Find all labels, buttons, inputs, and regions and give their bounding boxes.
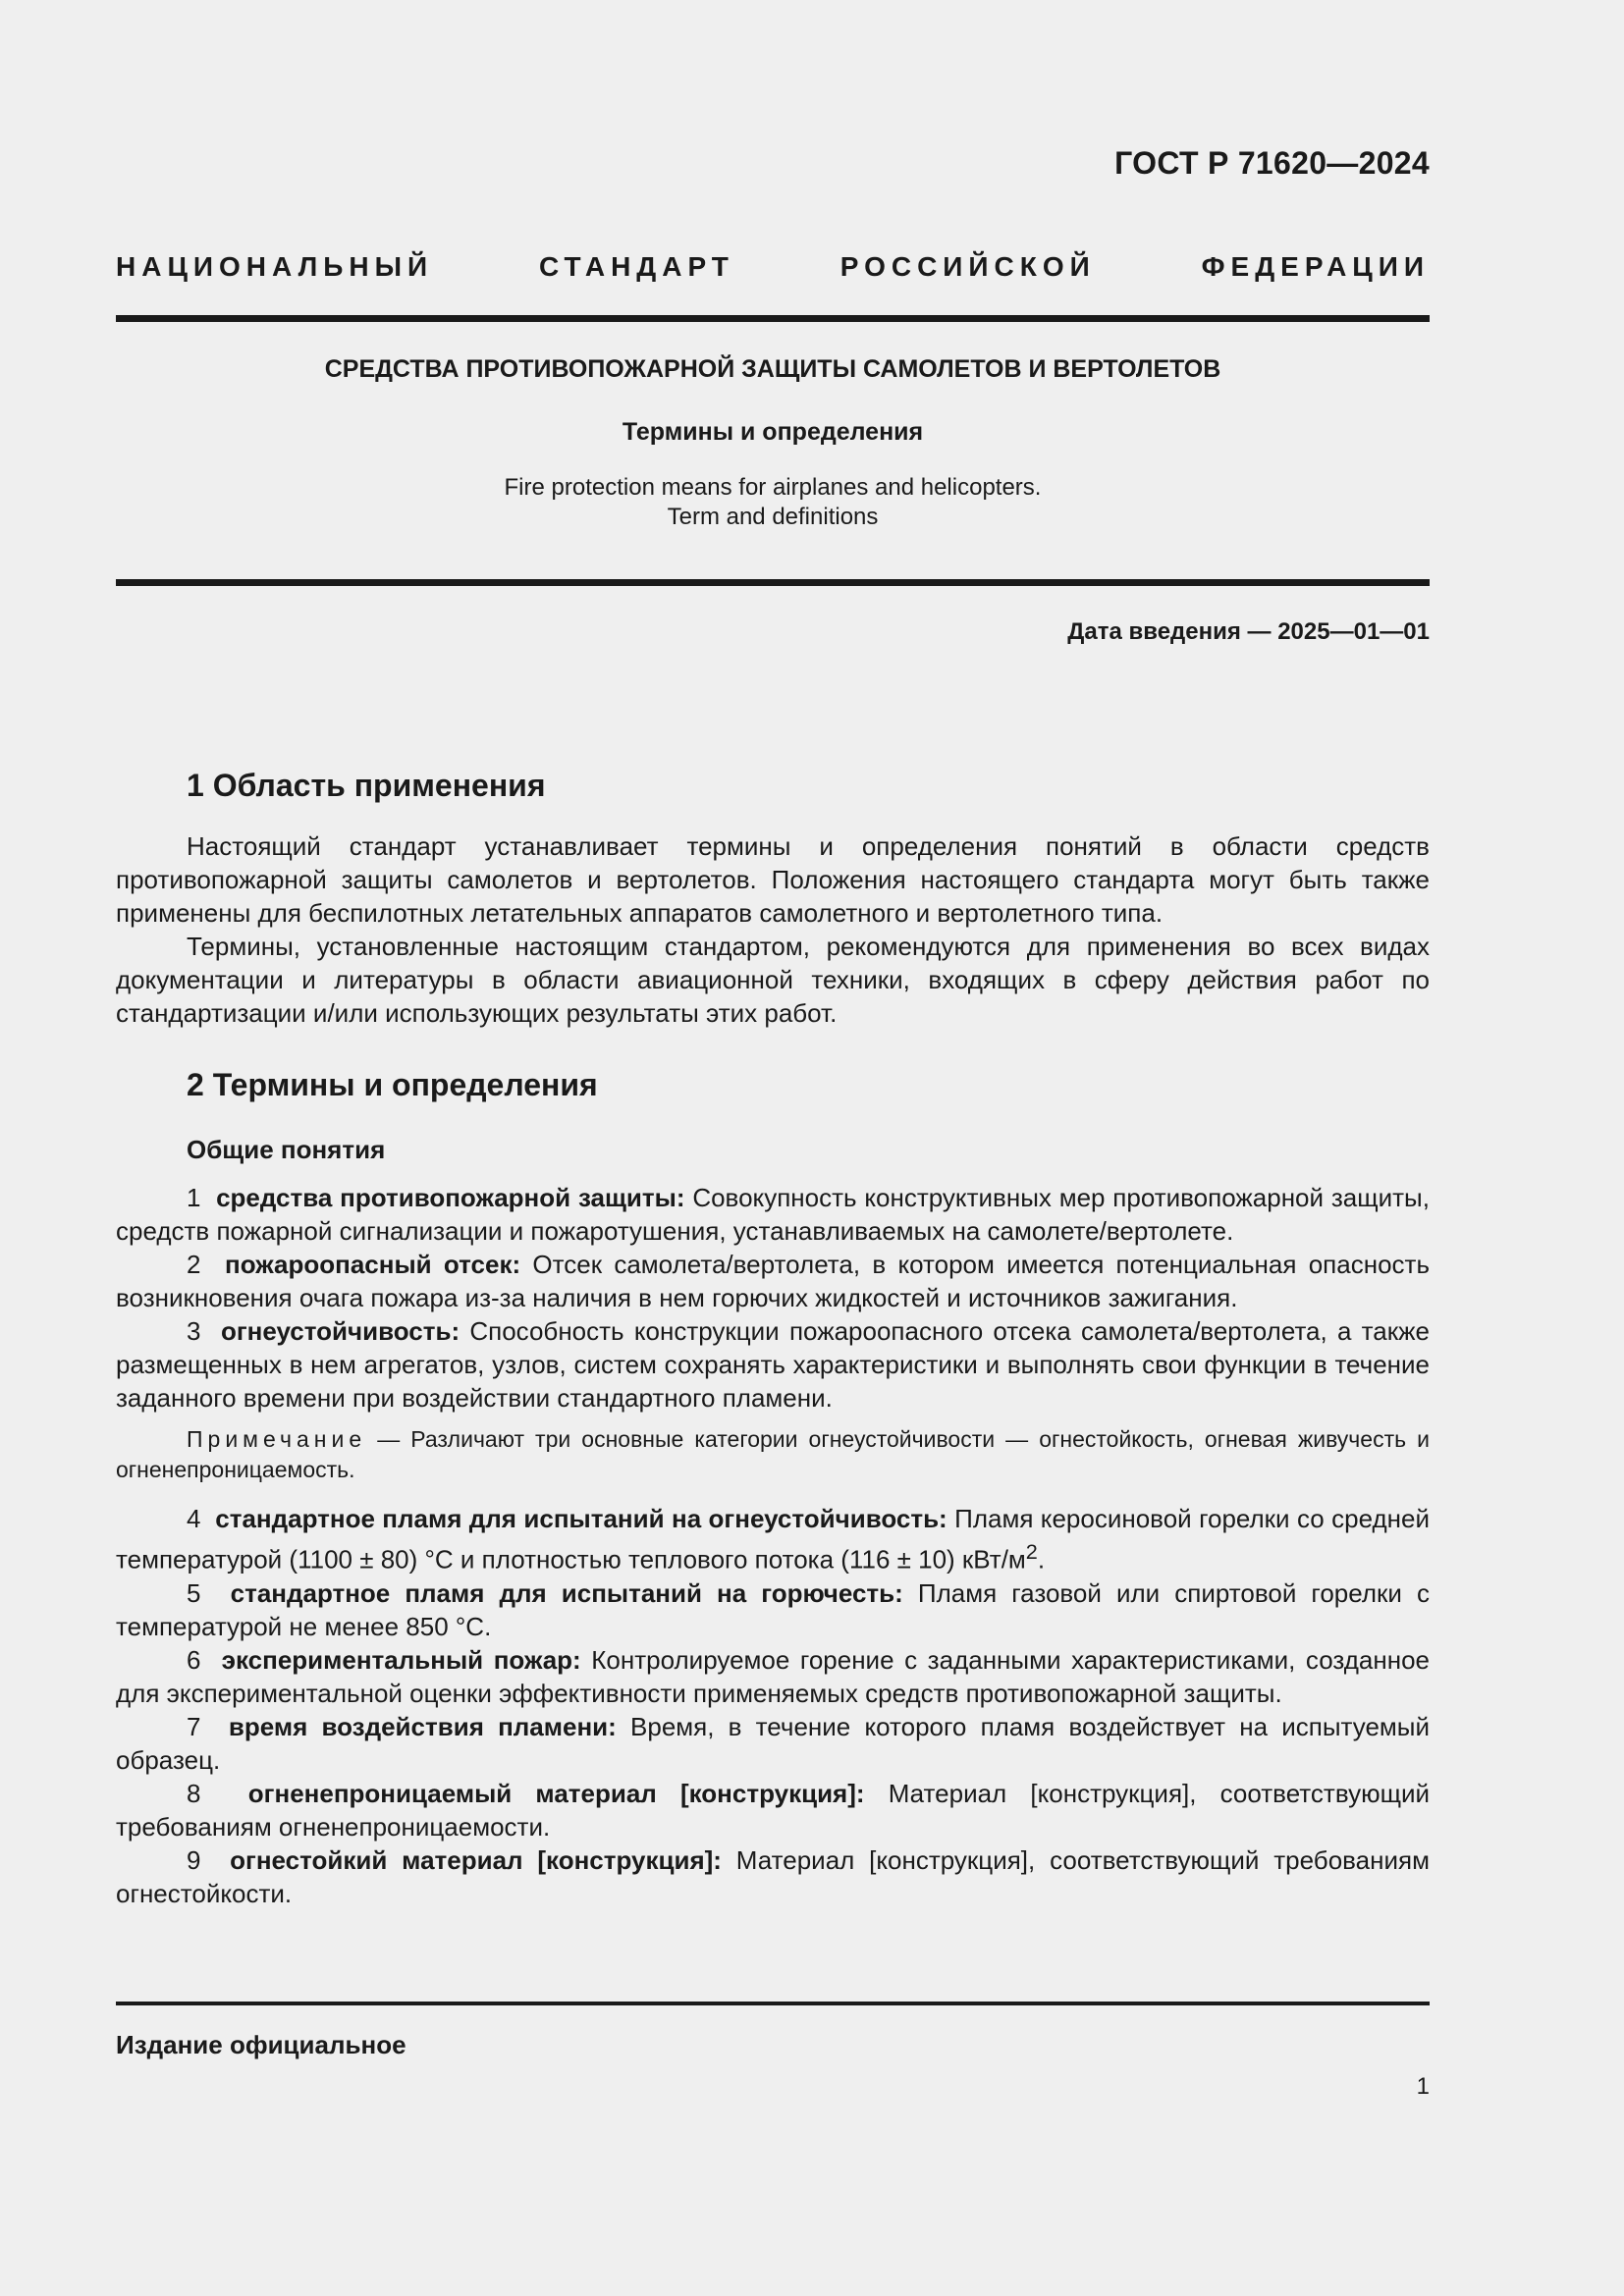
term-name: время воздействия пламени:: [228, 1711, 617, 1741]
gost-number: ГОСТ Р 71620—2024: [1114, 145, 1430, 181]
term-definition: Материал [конструкция], соответствующий требованиям огнестойкости.: [116, 1844, 1430, 1908]
term-definition: Совокупность конструктивных мер противопожарной защиты, средств пожарной сигнализации и пожаротушения, устанавливаемых на самолете/вертолете.: [116, 1183, 1430, 1246]
term-number: 1: [187, 1183, 201, 1212]
term-name: огнестойкий материал [конструкция]:: [230, 1844, 722, 1875]
term-entry: [116, 1314, 1430, 1415]
term-entry: [116, 1843, 1430, 1910]
term-number: 8: [187, 1778, 201, 1808]
document-title: СРЕДСТВА ПРОТИВОПОЖАРНОЙ ЗАЩИТЫ САМОЛЕТОВ И ВЕРТОЛЕТОВ: [324, 355, 1221, 383]
note: [116, 1424, 1430, 1485]
term-number: 4: [187, 1504, 201, 1533]
note-label: Примечание: [187, 1426, 367, 1452]
english-title-line-2: Term and definitions: [667, 504, 879, 530]
paragraph: Настоящий стандарт устанавливает термины и определения понятий в области средств противопожарной защиты самолетов и вертолетов. Положения настоящего стандарта могут быть также применены для беспилотных летательных аппаратов самолетного и вертолетного типа.: [116, 831, 1430, 928]
subheading-general: Общие понятия: [187, 1135, 386, 1164]
footer-divider: [116, 2002, 1430, 2005]
term-name: огненепроницаемый материал [конструкция]:: [247, 1778, 865, 1808]
term-definition: Контролируемое горение с заданными характеристиками, созданное для экспериментальной оценки эффективности применяемых средств противопожарной защиты.: [116, 1644, 1430, 1708]
term-name: средства противопожарной защиты:: [216, 1183, 685, 1212]
section-heading-scope: 1 Область применения: [187, 768, 546, 803]
national-standard-banner: НАЦИОНАЛЬНЫЙ СТАНДАРТ РОССИЙСКОЙ ФЕДЕРАЦИИ: [116, 251, 1430, 282]
scope-text: [116, 829, 1430, 1030]
term-entry: [116, 1248, 1430, 1314]
title-block: [116, 349, 1430, 532]
superscript: 2: [1025, 1539, 1038, 1564]
official-edition-label: Издание официальное: [116, 2030, 406, 2059]
term-definition: Материал [конструкция], соответствующий требованиям огненепроницаемости.: [116, 1778, 1431, 1842]
term-name: огнеустойчивость:: [220, 1316, 460, 1346]
introduction-date: Дата введения — 2025—01—01: [1067, 618, 1430, 645]
term-entry: [116, 1710, 1430, 1777]
term-definition: Пламя керосиновой горелки со средней температурой (1100 ± 80) °С и плотностью теплового потока (116 ± 10) кВт/м: [116, 1504, 1430, 1575]
term-entry: [116, 1777, 1430, 1843]
document-page: [116, 0, 1430, 2296]
term-number: 7: [187, 1711, 201, 1741]
document-subtitle: Термины и определения: [622, 418, 924, 446]
term-entry: [116, 1576, 1430, 1643]
term-name: пожароопасный отсек:: [225, 1250, 521, 1279]
term-definition: Отсек самолета/вертолета, в котором имеется потенциальная опасность возникновения очага пожара из-за наличия в нем горючих жидкостей и источников зажигания.: [116, 1250, 1430, 1312]
term-definition: Способность конструкции пожароопасного отсека самолета/вертолета, а также размещенных в нем агрегатов, узлов, систем сохранять характеристики и выполнять свои функции в течение заданного времени при воздействии стандартного пламени.: [116, 1316, 1430, 1413]
term-name: экспериментальный пожар:: [221, 1644, 581, 1675]
term-name: стандартное пламя для испытаний на огнеустойчивость:: [215, 1504, 947, 1533]
header-divider: [116, 315, 1430, 322]
term-number: 2: [187, 1250, 201, 1279]
term-definition-tail: .: [1037, 1544, 1046, 1575]
term-entry: [116, 1502, 1430, 1576]
terms-list-part-1: [116, 1181, 1430, 1415]
term-number: 6: [187, 1644, 201, 1675]
term-entry: [116, 1643, 1430, 1710]
term-definition: Время, в течение которого пламя воздействует на испытуемый образец.: [116, 1711, 1430, 1775]
english-title-line-1: Fire protection means for airplanes and helicopters.: [504, 474, 1042, 501]
term-name: стандартное пламя для испытаний на горючесть:: [230, 1577, 903, 1608]
term-number: 3: [187, 1316, 201, 1346]
term-entry: [116, 1181, 1430, 1248]
note-text: — Различают три основные категории огнеустойчивости — огнестойкость, огневая живучесть и огненепроницаемость.: [116, 1426, 1430, 1482]
page-number: 1: [1416, 2073, 1430, 2100]
term-number: 9: [187, 1844, 201, 1875]
terms-list-part-2: [116, 1502, 1430, 1910]
paragraph: Термины, установленные настоящим стандартом, рекомендуются для применения во всех видах документации и литературы в области авиационной техники, входящих в сферу действия работ по стандартизации и/или использующих результаты этих работ.: [116, 932, 1430, 1028]
term-number: 5: [187, 1577, 201, 1608]
title-divider: [116, 579, 1430, 586]
english-title: [116, 473, 1430, 532]
section-heading-terms: 2 Термины и определения: [187, 1067, 598, 1102]
term-definition: Пламя газовой или спиртовой горелки с температурой не менее 850 °С.: [116, 1577, 1430, 1641]
